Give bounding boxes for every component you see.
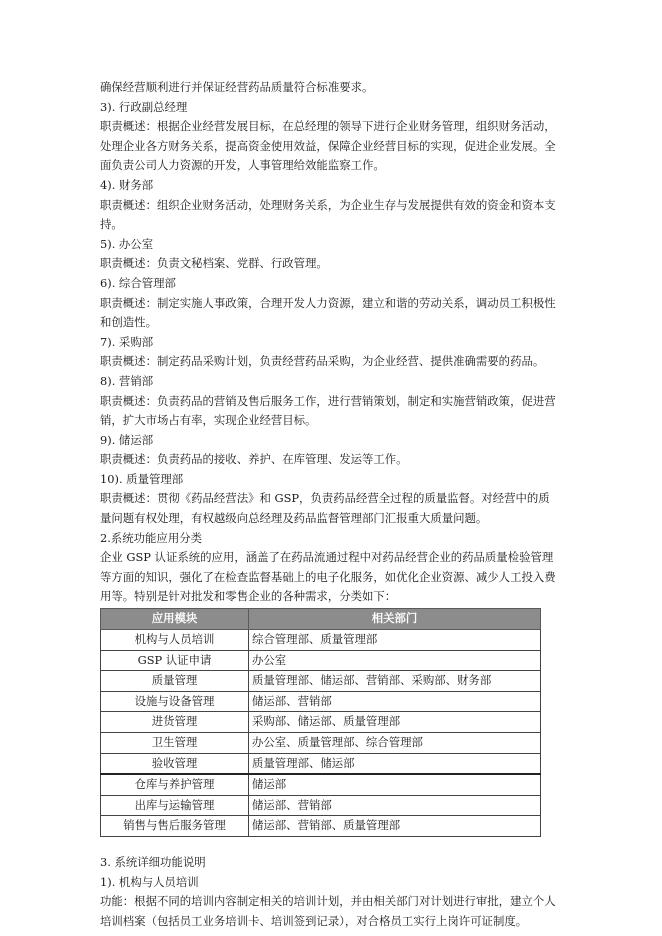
classification-line: 等方面的知识，强化了在检查监督基础上的电子化服务，如优化企业资源、减少人工投入费 bbox=[100, 569, 556, 584]
section-heading: 5). 办公室 bbox=[100, 236, 154, 251]
section-heading: 8). 营销部 bbox=[100, 373, 154, 388]
department-cell: 办公室、质量管理部、综合管理部 bbox=[249, 733, 541, 754]
classification-heading: 2.系统功能应用分类 bbox=[100, 530, 202, 545]
module-cell: 验收管理 bbox=[101, 753, 249, 774]
section-duty-line: 销，扩大市场占有率，实现企业经营目标。 bbox=[100, 413, 317, 428]
department-cell: 综合管理部、质量管理部 bbox=[249, 630, 541, 651]
table-row bbox=[101, 712, 541, 733]
module-cell: 进货管理 bbox=[101, 712, 249, 733]
section-duty-line: 职责概述：负责药品的营销及售后服务工作，进行营销策划，制定和实施营销政策，促进营 bbox=[100, 393, 556, 408]
section-duty-line: 处理企业各方财务关系，提高资金使用效益，保障企业经营目标的实现，促进企业发展。全 bbox=[100, 138, 556, 153]
section-heading: 7). 采购部 bbox=[100, 334, 154, 349]
department-cell: 采购部、储运部、质量管理部 bbox=[249, 712, 541, 733]
module-cell: 机构与人员培训 bbox=[101, 630, 249, 651]
table-row bbox=[101, 650, 541, 671]
table-row bbox=[101, 733, 541, 754]
module-cell: 质量管理 bbox=[101, 671, 249, 692]
department-cell: 储运部、营销部 bbox=[249, 691, 541, 712]
section-duty-line: 职责概述：贯彻《药品经营法》和 GSP，负责药品经营全过程的质量监督。对经营中的质 bbox=[100, 491, 550, 506]
module-cell: 仓库与养护管理 bbox=[101, 774, 249, 795]
section-duty-line: 和创造性。 bbox=[100, 315, 157, 330]
classification-line: 企业 GSP 认证系统的应用，涵盖了在药品流通过程中对药品经营企业的药品质量检验管理 bbox=[100, 550, 554, 565]
table-row bbox=[101, 753, 541, 774]
section-duty-line: 职责概述：负责药品的接收、养护、在库管理、发运等工作。 bbox=[100, 452, 408, 467]
department-cell: 储运部、营销部、质量管理部 bbox=[249, 816, 541, 837]
department-sections bbox=[100, 98, 562, 529]
department-cell: 质量管理部、储运部、营销部、采购部、财务部 bbox=[249, 671, 541, 692]
section-duty-line: 量问题有权处理，有权越级向总经理及药品监督管理部门汇报重大质量问题。 bbox=[100, 511, 488, 526]
section-heading: 10). 质量管理部 bbox=[100, 471, 184, 486]
section-heading: 6). 综合管理部 bbox=[100, 275, 176, 290]
details-line: 培训档案（包括员工业务培训卡、培训签到记录），对合格员工实行上岗许可证制度。 bbox=[100, 913, 528, 928]
table-row bbox=[101, 816, 541, 837]
document-page bbox=[100, 78, 562, 931]
header-department: 相关部门 bbox=[249, 609, 541, 630]
section-duty-line: 职责概述：制定药品采购计划，负责经营药品采购，为企业经营、提供准确需要的药品。 bbox=[100, 354, 545, 369]
classification-line: 用等。特别是针对批发和零售企业的各种需求，分类如下： bbox=[100, 589, 397, 604]
details-subheading: 1). 机构与人员培训 bbox=[100, 874, 199, 889]
section-duty-line: 职责概述：根据企业经营发展目标，在总经理的领导下进行企业财务管理，组织财务活动， bbox=[100, 119, 556, 134]
module-cell: GSP 认证申请 bbox=[101, 650, 249, 671]
intro-text: 确保经营顺利进行并保证经营药品质量符合标准要求。 bbox=[100, 80, 374, 94]
section-heading: 3). 行政副总经理 bbox=[100, 99, 188, 114]
section-duty-line: 持。 bbox=[100, 217, 123, 232]
module-department-table bbox=[100, 608, 541, 837]
table-row bbox=[101, 691, 541, 712]
details-heading: 3. 系统详细功能说明 bbox=[100, 854, 206, 869]
table-row bbox=[101, 774, 541, 795]
table-header-row bbox=[101, 609, 541, 630]
module-cell: 卫生管理 bbox=[101, 733, 249, 754]
section-duty-line: 面负责公司人力资源的开发，人事管理给效能监察工作。 bbox=[100, 158, 385, 173]
module-cell: 出库与运输管理 bbox=[101, 795, 249, 816]
department-cell: 储运部 bbox=[249, 774, 541, 795]
header-module: 应用模块 bbox=[101, 609, 249, 630]
table-row bbox=[101, 795, 541, 816]
details-line: 功能：根据不同的培训内容制定相关的培训计划，并由相关部门对计划进行审批，建立个人 bbox=[100, 894, 556, 909]
section-heading: 9). 储运部 bbox=[100, 432, 154, 447]
department-cell: 储运部、营销部 bbox=[249, 795, 541, 816]
section-duty-line: 职责概述：组织企业财务活动，处理财务关系，为企业生存与发展提供有效的资金和资本支 bbox=[100, 197, 556, 212]
department-cell: 办公室 bbox=[249, 650, 541, 671]
department-cell: 质量管理部、储运部 bbox=[249, 753, 541, 774]
module-cell: 销售与售后服务管理 bbox=[101, 816, 249, 837]
section-duty-line: 职责概述：制定实施人事政策，合理开发人力资源，建立和谐的劳动关系，调动员工积极性 bbox=[100, 295, 556, 310]
table-row bbox=[101, 671, 541, 692]
module-cell: 设施与设备管理 bbox=[101, 691, 249, 712]
section-duty-line: 职责概述：负责文秘档案、党群、行政管理。 bbox=[100, 256, 328, 271]
section-heading: 4). 财务部 bbox=[100, 177, 154, 192]
table-row bbox=[101, 630, 541, 651]
